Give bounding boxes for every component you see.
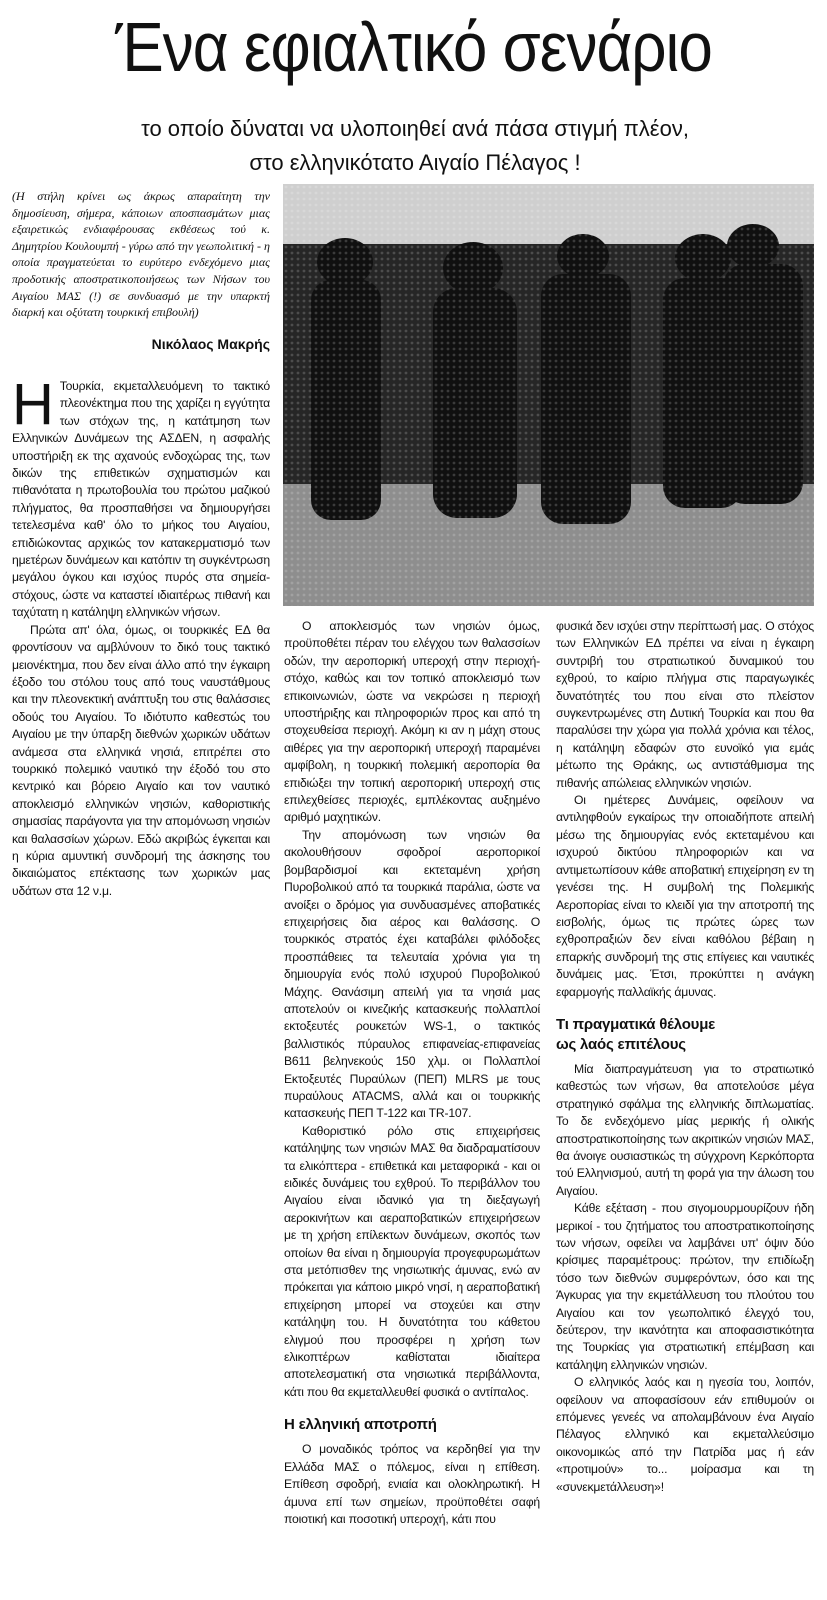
col1-paragraph-2: Πρώτα απ' όλα, όμως, οι τουρκικές ΕΔ θα φροντίσουν να αμβλύνουν το δικό τους τακτικό μειονέκτημα, που δεν είναι άλλο από την έγκαιρη έξοδο του στόλου τους από τους ναυστάθμους και την πλεονεκτική ανάπτυξη του στις θαλάσσιες οδούς του Αιγαίου. Το ιδιότυπο καθεστώς του Αιγαίου με την ύπαρξη διεθνών χωρικών υδάτων ανάμεσα στα ελληνικά νησιά, επιτρέπει στο τουρκικό πολεμικό ναυτικό την έξοδό του στο κεντρικό και βόρειο Αιγαίο και τον ναυτικό αποκλεισμό ελληνικών νησιών, καθοριστικής σημασίας παράγοντα για την απομόνωση νησιών και θαλασσίων χώρων. Εδώ ακριβώς έγκειται και η κύρια αμυντική συνδρομή της άσκησης του δικαιώματος επέκτασης των χωρικών μας υδάτων στα 12 ν.μ. bbox=[12, 622, 270, 898]
subtitle-line-1: το οποίο δύναται να υλοποιηθεί ανά πάσα στιγμή πλέον, bbox=[141, 116, 689, 141]
col2-paragraph-2: Την απομόνωση των νησιών θα ακολουθήσουν σφοδροί αεροπορικοί βομβαρδισμοί και εκτεταμένη χρήση Πυροβολικού από τα τουρκικά παράλια, ώστε να ανοίξει ο δρόμος για συνδυασμένες αποβατικές επιχειρήσεις δια αέρος και θαλάσσης. Ο τουρκικός στρατός έχει καταβάλει φιλόδοξες προσπάθειες τα τελευταία χρόνια για τη δημιουργία ενός πολύ ισχυρού Πυροβολικού Μάχης. Θανάσιμη απειλή για τα νησιά μας αποτελούν οι κινεζικής κατασκευής πολλαπλοί εκτοξευτές ρουκετών WS-1, ο τακτικός βαλλιστικός πύραυλος επιφανείας-επιφανείας Β611 βεληνεκούς 150 χλμ. οι Πολλαπλοί Εκτοξευτές Πυραύλων (ΠΕΠ) MLRS με τους πυραύλους ATACMS, αλλά και οι τουρκικής κατασκευής ΠΕΠ Τ-122 και TR-107. bbox=[284, 827, 540, 1121]
col2-paragraph-3: Καθοριστικό ρόλο στις επιχειρήσεις κατάληψης των νησιών ΜΑΣ θα διαδραματίσουν τα ελικόπτερα - επιθετικά και μεταφορικά - και οι ειδικές δυνάμεις του εχθρού. Το περιβάλλον του Αιγαίου είναι ιδανικό για τη διεξαγωγή αεροκινήτων και αεραποβατικών επιχειρήσεων με τη χρήση επίλεκτων δυνάμεων, σκοπός των οποίων θα είναι η δημιουργία προγεφυρωμάτων στα μετόπισθεν της νησιωτικής άμυνας, ενώ αν πρόκειται για κάποιο μικρό νησί, η αεραποβατική επιχείρηση μπορεί να στοχεύει και στην κατάληψη του. Η δυνατότητα του κάθετου ελιγμού που προσφέρει η χρήση των ελικοπτέρων καθίσταται ιδιαίτερα αποτελεσματική στα νησιωτικά περιβάλλοντα, κάτι που θα εκμεταλλευθεί φυσικά ο αντίπαλος. bbox=[284, 1123, 540, 1399]
article-subtitle bbox=[90, 112, 740, 180]
drop-cap: Η bbox=[12, 372, 54, 437]
col3-subheading-line-1: Τι πραγματικά θέλουμε bbox=[556, 1015, 716, 1033]
col3-paragraph-3: Μία διαπραγμάτευση για το στρατιωτικό καθεστώς των νήσων, θα αποτελούσε μέγα στρατηγικό σφάλμα της ελληνικής διπλωματίας. Το δε ενδεχόμενο μίας μερικής ή ολικής αποστρατικοποίησης των ακριτικών νησιών ΜΑΣ, θα άνοιγε ουσιαστικώς τη σύγχρονη Κερκόπορτα τού Ελληνισμού, αυτή τη φορά για την άλωση του Αιγαίου. bbox=[556, 1061, 814, 1198]
author-name: Νικόλαος Μακρής bbox=[151, 336, 270, 352]
article-photo bbox=[283, 184, 814, 606]
soldiers-photo-illustration bbox=[283, 184, 814, 606]
article-title: Ένα εφιαλτικό σενάριο bbox=[115, 9, 712, 87]
col3-subheading-line-2: ως λαός επιτέλους bbox=[556, 1035, 686, 1053]
article-column-1 bbox=[12, 372, 270, 900]
col1-paragraph-1-text: Τουρκία, εκμεταλλευόμενη το τακτικό πλεονέκτημα που της χαρίζει η εγγύτητα των στόχων της, η κατάτμηση των Ελληνικών Δυνάμεων της ΑΣΔΕΝ, η ασφαλής υποστήριξη εκ της αχανούς ενδοχώρας της, των δικών της επιθετικών σχηματισμών και πιθανότατα η πρωτοβουλία του πρώτου μαζικού πλήγματος, θα προσπαθήσει να δημιουργήσει τετελεσμένα καθ' όλο το μήκος του Αιγαίου, επιδιώκοντας αρχικώς τον κατακερματισμό των ημετέρων δυνάμεων και κατόπιν τη συγκέντρωση μεγάλου όγκου και ισχύος πυρός στα σημεία-στόχους, ώστε να καταστεί ιδιαιτέρως πιθανή και ταχύτατη η κατάληψη ελληνικών νήσων. bbox=[12, 379, 270, 620]
article-column-3 bbox=[556, 618, 814, 1496]
col2-paragraph-1: Ο αποκλεισμός των νησιών όμως, προϋποθέτει πέραν του ελέγχου των θαλασσίων οδών, την αεροπορική υπεροχή στην περιοχή-στόχο, καθώς και τον τοπικό αποκλεισμό των επικοινωνιών, ώστε να νεκρώσει η περιοχή υποστήριξης και πληροφοριών προς και από τη στοχευθείσα περιοχή. Ακόμη κι αν η μάχη στους αιθέρες για την αεροπορική υπεροχή παραμένει αμφίβολη, η τουρκική πολεμική αεροπορία θα επιδιώξει την τοπική αεροπορική υπεροχή στις επιλεχθείσες περιοχές, εμπλέκοντας αυξημένο αριθμό μαχητικών. bbox=[284, 619, 540, 825]
col3-paragraph-4: Κάθε εξέταση - που σιγομουρμουρίζουν ήδη μερικοί - του ζητήματος του αποστρατικοποίησης των νήσων, οφείλει να λαμβάνει υπ' όψιν δύο κρίσιμες παραμέτρους: πρώτον, την επιδίωξη τόσο των διεθνών συμφερόντων, όσο και της Άγκυρας για την εκμετάλλευση του πλούτου του Αιγαίου και τον γεωπολιτικό έλεγχό του, δεύτερον, την ικανότητα και αποφασιστικότητα της Τουρκίας για στρατιωτική επέμβαση και κατάληψη ελληνικών νησιών. bbox=[556, 1201, 814, 1372]
intro-note: (Η στήλη κρίνει ως άκρως απαραίτητη την δημοσίευση, σήμερα, κάποιων αποσπασμάτων μιας εξαιρετικώς ενδιαφέρουσας εκθέσεως τού κ. Δημητρίου Κουλουμπή - γύρω από την γεωπολιτική - η οποία πραγματεύεται το ευρύτερο ενδεχόμενο μιας προδοτικής αποστρατικοποιήσεως των Νήσων του Αιγαίου ΜΑΣ (!) σε συνδυασμό με την υπαρκτή διαρκή και οξύτατη τουρκική επιβουλή) bbox=[12, 189, 270, 320]
col3-subheading bbox=[556, 1015, 814, 1055]
col3-paragraph-1: φυσικά δεν ισχύει στην περίπτωσή μας. Ο στόχος των Ελληνικών ΕΔ πρέπει να είναι η έγκαιρη συντριβή του στρατιωτικού δυναμικού του εχθρού, το καίριο πλήγμα στις παραγωγικές δυνατότητές του που είναι στο πλείστον συγκεντρωμένες στη Δυτική Τουρκία και που θα παραλύσει την χώρα για πολλά χρόνια και τέλος, η κατάληψη εδαφών στο ευνοϊκό για εμάς μέτωπο της Θράκης, ως αντιστάθμισμα της πιθανής απώλειας ελληνικών νησιών. bbox=[556, 619, 814, 790]
col1-paragraph-1 bbox=[12, 372, 270, 622]
col3-paragraph-2: Οι ημέτερες Δυνάμεις, οφείλουν να αντιληφθούν εγκαίρως την οποιαδήποτε απειλή μέσω της δημιουργίας ενός εκτεταμένου και ισχυρού δικτύου πληροφοριών και να αντιμετωπίσουν κάθε αποβατική επιχείρηση εν τη γενέσει της. Η συμβολή της Πολεμικής Αεροπορίας είναι το κλειδί για την αποτροπή της εισβολής, όμως τις πρώτες ώρες των εχθροπραξιών δεν είναι καθόλου βέβαιη η επαρκής συνδρομή της στις επίγειες και ναυτικές δυνάμεις μας. Έτσι, προκύπτει η ανάγκη εφαρμογής παλλαϊκής άμυνας. bbox=[556, 793, 814, 999]
subtitle-line-2: στο ελληνικότατο Αιγαίο Πέλαγος ! bbox=[249, 150, 581, 175]
col2-subheading: Η ελληνική αποτροπή bbox=[284, 1416, 437, 1434]
col3-paragraph-5: Ο ελληνικός λαός και η ηγεσία του, λοιπόν, οφείλουν να αποφασίσουν εάν επιθυμούν οι επόμενες γενεές να απολαμβάνουν ένα Αιγαίο Πέλαγος ελληνικό και εκμεταλλεύσιμο οικονομικώς από την Πατρίδα μας ή εάν «προτιμούν» το... μοίρασμα και τη «συνεκμετάλλευση»! bbox=[556, 1375, 814, 1494]
col2-paragraph-4: Ο μοναδικός τρόπος να κερδηθεί για την Ελλάδα ΜΑΣ ο πόλεμος, είναι η επίθεση. Επίθεση σφοδρή, ενιαία και ολοκληρωτική. Η άμυνα επί των σημείων, προϋποθέτει σαφή ποιοτική και ποσοτική υπεροχή, κάτι που bbox=[284, 1442, 540, 1526]
article-column-2 bbox=[284, 618, 540, 1528]
